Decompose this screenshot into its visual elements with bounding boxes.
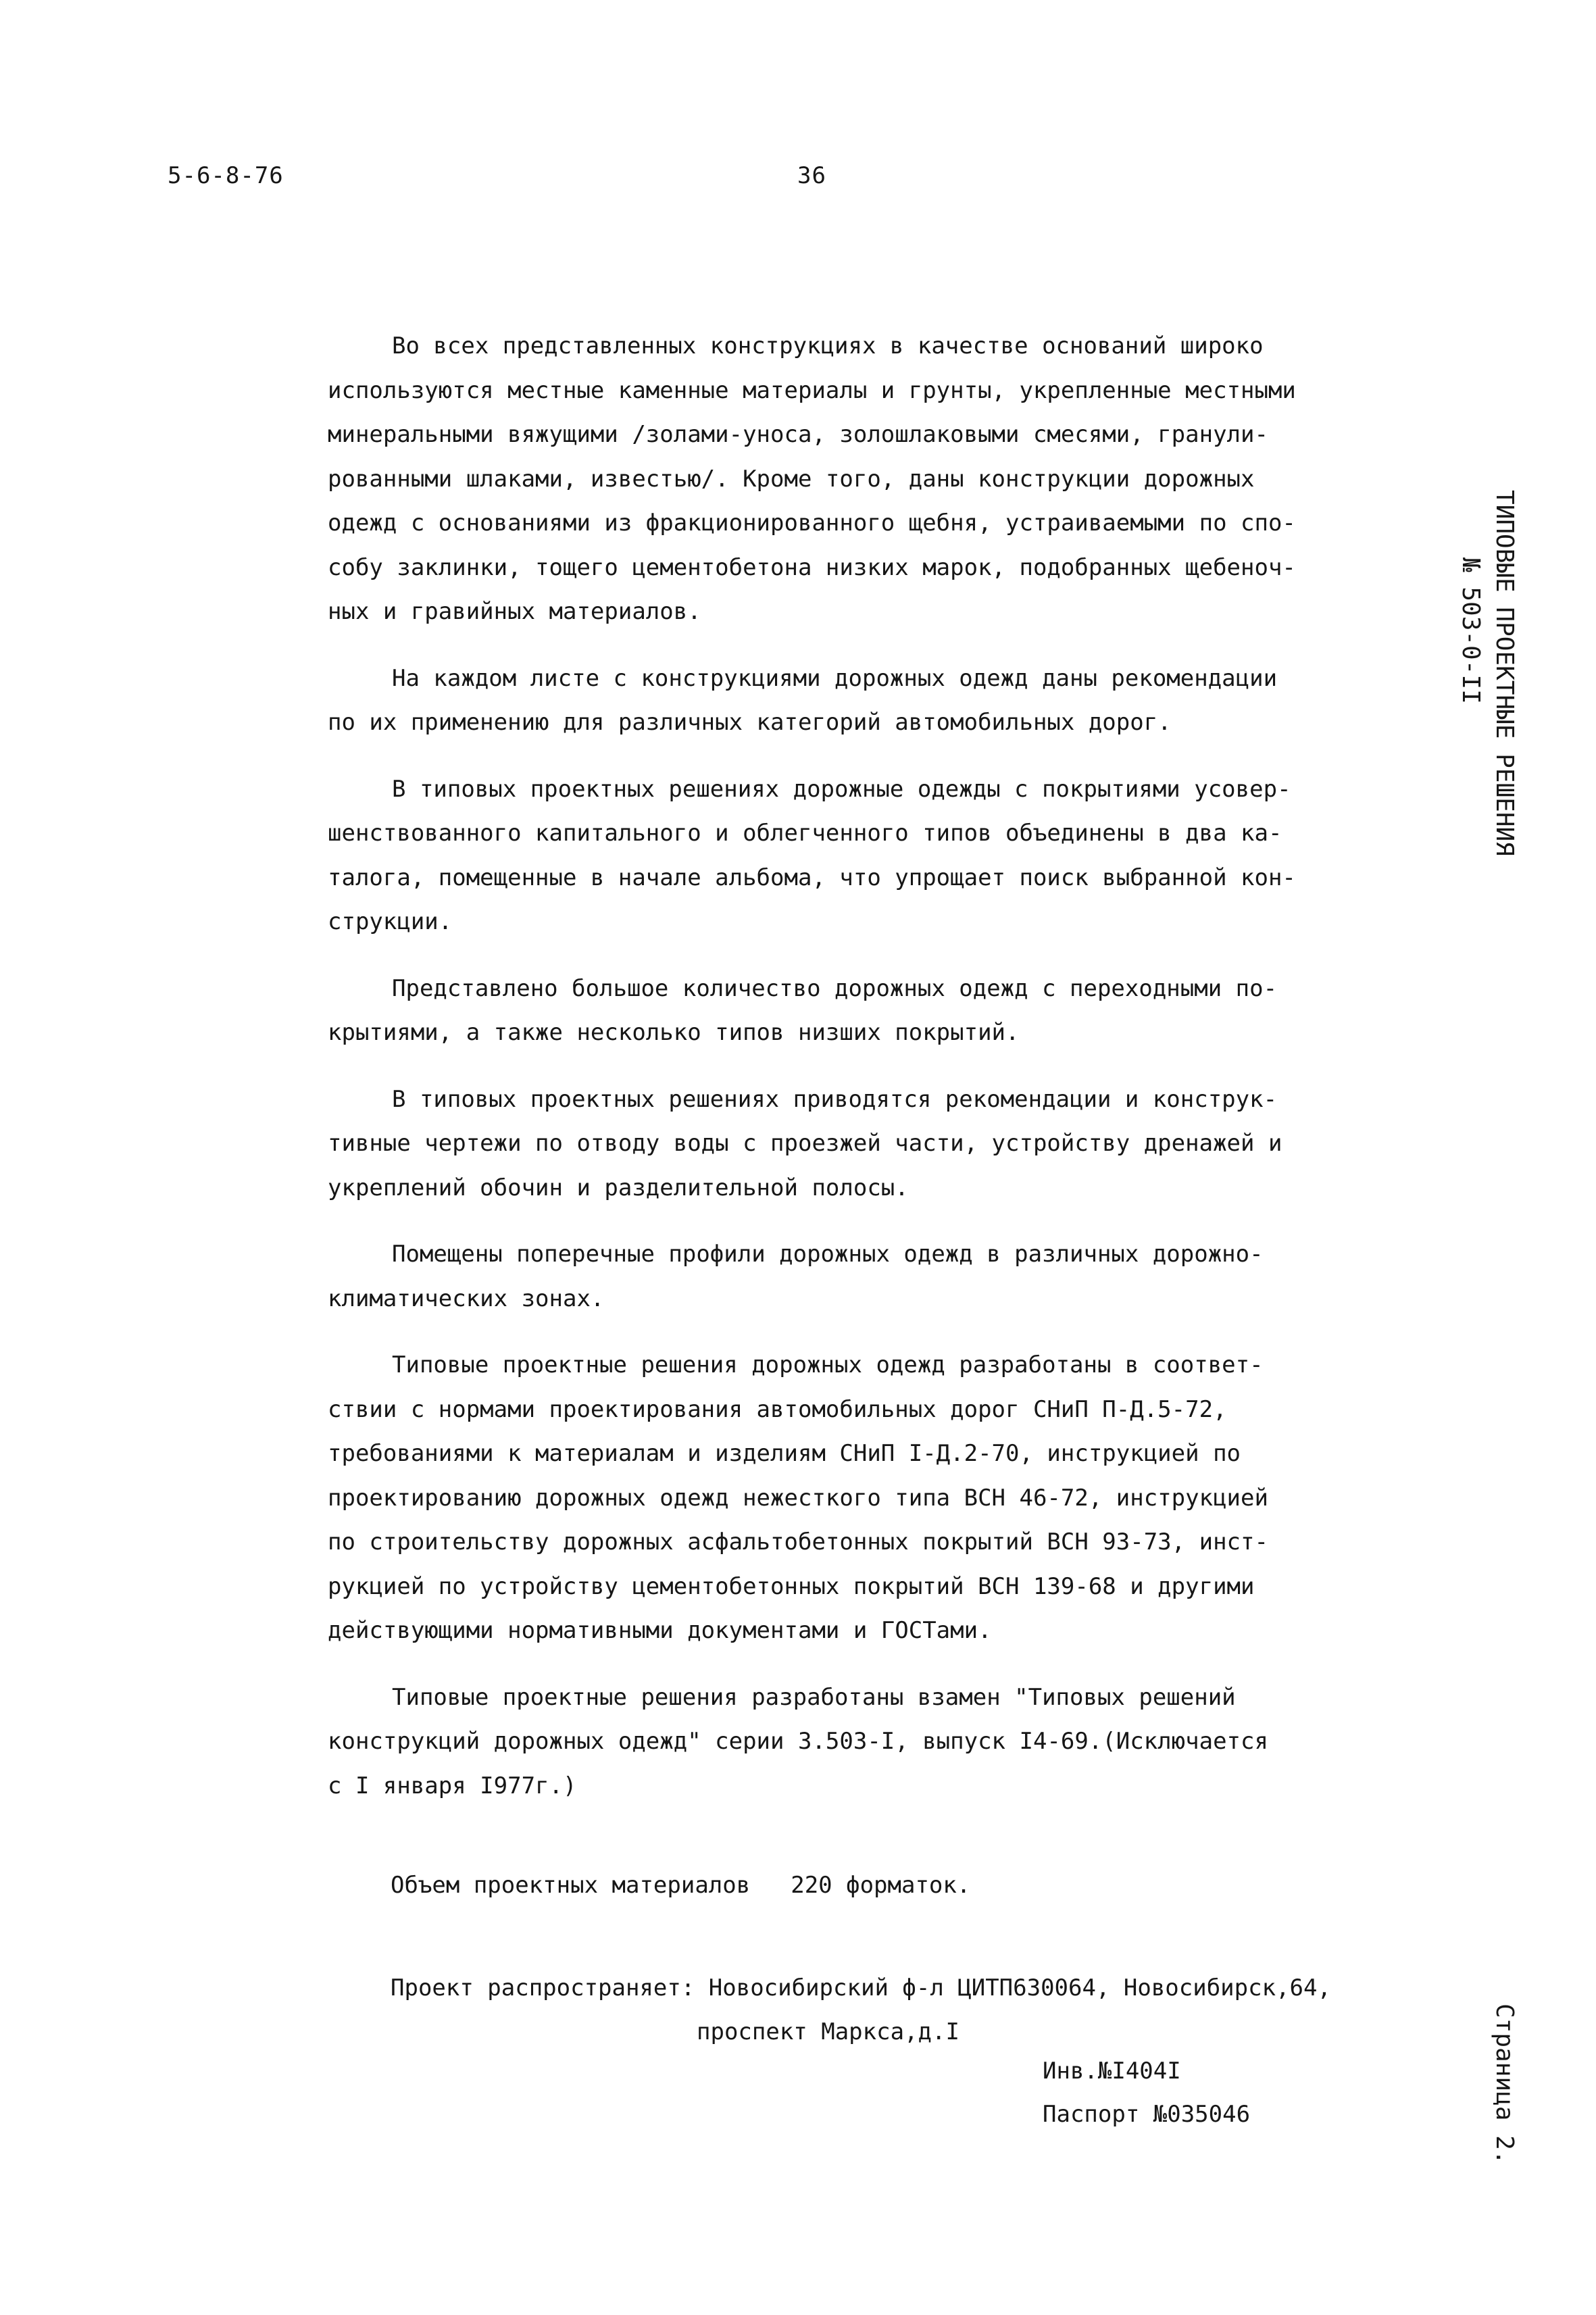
paragraph-4 <box>328 967 1287 1055</box>
page-number: 36 <box>797 162 826 189</box>
paragraph-3 <box>328 768 1296 945</box>
side-series-number: № 503-0-II <box>1457 557 1485 704</box>
side-title: ТИПОВЫЕ ПРОЕКТНЫЕ РЕШЕНИЯ <box>1491 490 1518 856</box>
inventory-number: Инв.№I404I <box>1043 2058 1181 2085</box>
text-line: На каждом листе с конструкциями дорожных одежд даны рекомендации <box>392 664 1278 692</box>
text-line: рукцией по устройству цементобетонных покрытий ВСН 139-68 и другими <box>328 1572 1255 1600</box>
text-line: по их применению для различных категорий автомобильных дорог. <box>328 709 1172 736</box>
distribution-info <box>391 1966 1331 2054</box>
distribution-line-2: проспект Маркса,д.I <box>697 2018 959 2045</box>
text-line: тивные чертежи по отводу воды с проезжей части, устройству дренажей и <box>328 1130 1282 1157</box>
text-line: используются местные каменные материалы и грунты, укрепленные местными <box>328 376 1296 404</box>
side-page-label: Страница 2. <box>1491 2003 1518 2165</box>
text-line: Во всех представленных конструкциях в качестве оснований широко <box>392 332 1264 359</box>
text-line: укреплений обочин и разделительной полосы. <box>328 1174 909 1201</box>
text-line: действующими нормативными документами и ГОСТами. <box>328 1617 992 1644</box>
text-line: талога, помещенные в начале альбома, что упрощает поиск выбранной кон- <box>328 864 1296 891</box>
text-line: по строительству дорожных асфальтобетонных покрытий ВСН 93-73, инст- <box>328 1528 1268 1555</box>
text-line: рованными шлаками, известью/. Кроме того, даны конструкции дорожных <box>328 465 1255 493</box>
text-line: конструкций дорожных одежд" серии 3.503-I, выпуск I4-69.(Исключается <box>328 1728 1268 1755</box>
volume-line <box>391 1872 970 1899</box>
text-line: минеральными вяжущими /золами-уноса, золошлаковыми смесями, гранули- <box>328 421 1268 448</box>
distribution-line-1: Проект распространяет: Новосибирский ф-л ЦИТП630064, Новосибирск,64, <box>391 1974 1331 2001</box>
text-line: ных и гравийных материалов. <box>328 598 701 625</box>
text-line: с I января I977г.) <box>328 1772 577 1799</box>
text-line: Представлено большое количество дорожных одежд с переходными по- <box>392 974 1278 1002</box>
passport-number: Паспорт №035046 <box>1043 2101 1251 2128</box>
text-line: ствии с нормами проектирования автомобильных дорог СНиП П-Д.5-72, <box>328 1395 1227 1423</box>
text-line: В типовых проектных решениях дорожные одежды с покрытиями усовер- <box>392 775 1291 803</box>
paragraph-5 <box>328 1078 1287 1211</box>
text-line: климатических зонах. <box>328 1285 605 1312</box>
paragraph-2 <box>328 657 1287 745</box>
volume-label: Объем проектных материалов <box>391 1872 751 1899</box>
paragraph-7 <box>328 1343 1287 1653</box>
text-line: струкции. <box>328 908 453 935</box>
text-line: требованиями к материалам и изделиям СНиП I-Д.2-70, инструкцией по <box>328 1440 1241 1467</box>
text-line: одежд с основаниями из фракционированного щебня, устраиваемыми по спо- <box>328 509 1296 537</box>
paragraph-6 <box>328 1233 1287 1321</box>
text-line: шенствованного капитального и облегченного типов объединены в два ка- <box>328 820 1282 847</box>
volume-value: 220 форматок. <box>791 1872 971 1899</box>
paragraph-8 <box>328 1676 1287 1809</box>
text-line: Типовые проектные решения разработаны взамен "Типовых решений <box>392 1683 1236 1711</box>
text-line: В типовых проектных решениях приводятся рекомендации и конструк- <box>392 1085 1278 1113</box>
document-code: 5-6-8-76 <box>168 162 284 189</box>
text-line: Типовые проектные решения дорожных одежд разработаны в соответ- <box>392 1351 1264 1378</box>
text-line: крытиями, а также несколько типов низших покрытий. <box>328 1019 1020 1046</box>
text-line: проектированию дорожных одежд нежесткого типа ВСН 46-72, инструкцией <box>328 1484 1268 1512</box>
text-line: Помещены поперечные профили дорожных одежд в различных дорожно- <box>392 1241 1264 1268</box>
text-line: собу заклинки, тощего цементобетона низких марок, подобранных щебеноч- <box>328 553 1296 581</box>
body-text <box>328 324 1296 1808</box>
paragraph-1 <box>328 324 1296 634</box>
